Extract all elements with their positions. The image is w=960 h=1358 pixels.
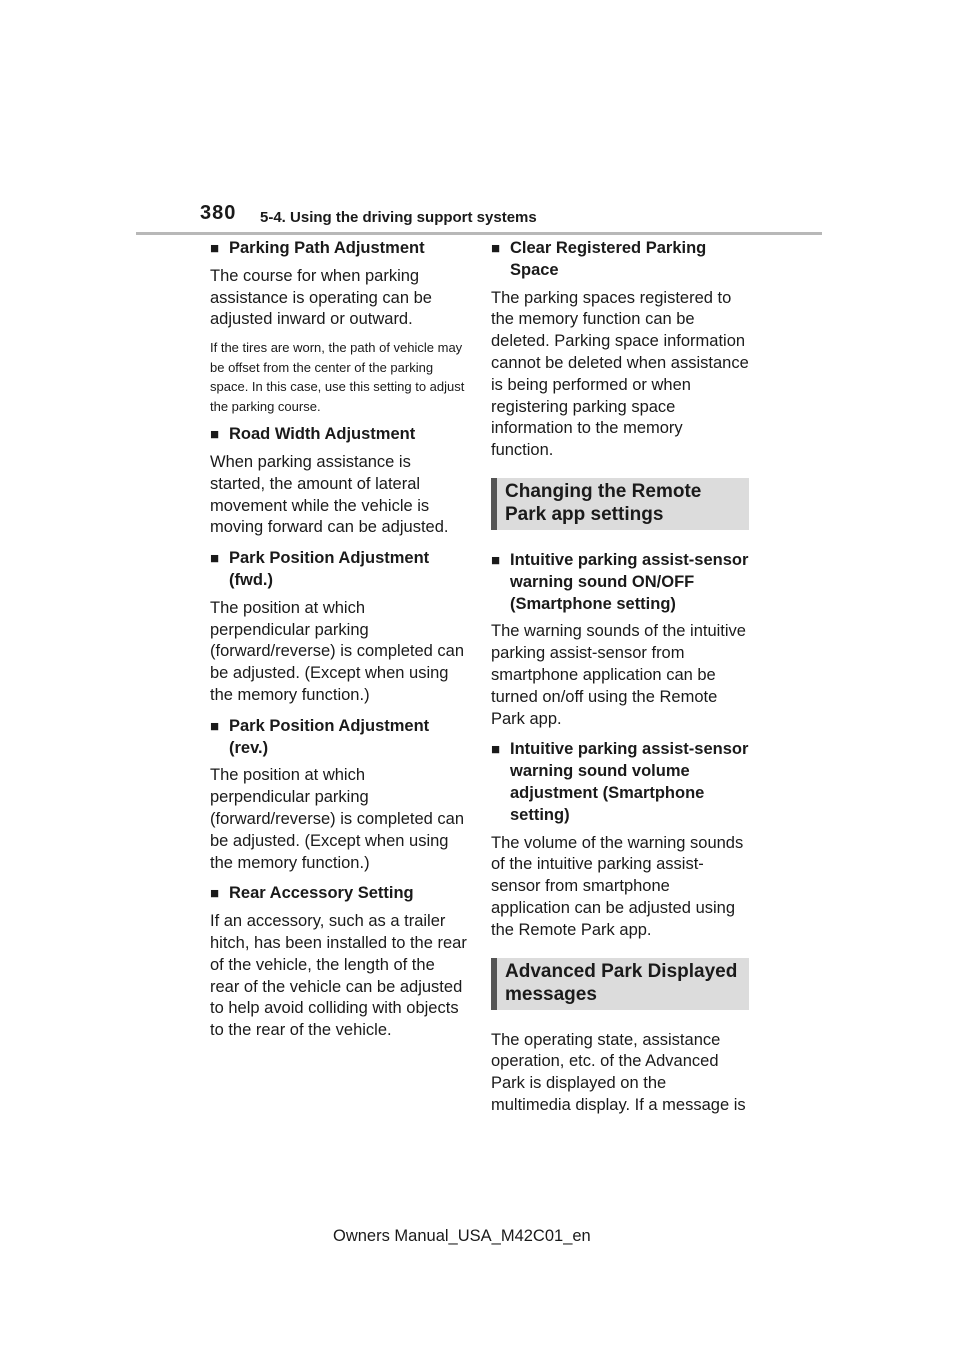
item-title-text: Intuitive parking assist-sensor warning sound ON/OFF (Smartphone setting) <box>510 550 749 613</box>
item-title-text: Park Position Adjustment (fwd.) <box>229 549 430 589</box>
left-column <box>210 238 468 1051</box>
item-title-warning-sound-onoff <box>491 550 749 615</box>
item-body-parking-path: The course for when parking assistance is operating can be adjusted inward or outward. <box>210 266 432 329</box>
square-bullet-icon: ■ <box>491 741 501 759</box>
item-body-warning-sound-onoff: The warning sounds of the intuitive parking assist-sensor from smartphone application can be turned on/off using the Remote Park app. <box>491 622 746 728</box>
item-title-text: Parking Path Adjustment <box>229 239 425 257</box>
item-title-text: Park Position Adjustment (rev.) <box>229 716 430 757</box>
item-body-road-width: When parking assistance is started, the amount of lateral movement while the vehicle is moving forward can be adjusted. <box>210 452 449 537</box>
item-title-text: Road Width Adjustment <box>229 425 416 444</box>
right-column <box>491 238 749 1126</box>
item-body-warning-sound-volume: The volume of the warning sounds of the intuitive parking assist-sensor from smartphone application can be adjusted using the Remote Park app. <box>491 833 744 939</box>
heading-remote-park-settings: Changing the Remote Park app settings <box>491 478 749 530</box>
item-title-text: Intuitive parking assist-sensor warning sound volume adjustment (Smartphone setting) <box>510 740 749 824</box>
item-body-rear-accessory: If an accessory, such as a trailer hitch, has been installed to the rear of the vehicle, the length of the rear of the vehicle can be adjusted to help avoid colliding with objects to the rear of the vehicle. <box>210 912 467 1040</box>
footer-manual-id: Owners Manual_USA_M42C01_en <box>333 1227 591 1245</box>
item-title-park-position-rev <box>210 716 468 760</box>
item-title-warning-sound-volume <box>491 739 749 826</box>
square-bullet-icon: ■ <box>491 551 501 569</box>
item-body-clear-space: The parking spaces registered to the memory function can be deleted. Parking space information cannot be deleted when assistance is being performed or when registering parking space information to the memory function. <box>491 288 749 460</box>
square-bullet-icon: ■ <box>210 717 220 735</box>
item-note-parking-path: If the tires are worn, the path of vehicle may be offset from the center of the parking space. In this case, use this setting to adjust the parking course. <box>210 340 465 414</box>
messages-body: The operating state, assistance operation, etc. of the Advanced Park is displayed on the multimedia display. If a message is <box>491 1030 746 1114</box>
item-title-rear-accessory <box>210 883 468 905</box>
square-bullet-icon: ■ <box>210 550 220 568</box>
item-title-text: Rear Accessory Setting <box>229 884 414 903</box>
item-title-clear-space <box>491 238 749 282</box>
item-title-text: Clear Registered Parking Space <box>510 239 707 279</box>
item-body-park-position-rev: The position at which perpendicular parking (forward/reverse) is completed can be adjusted. (Except when using the memory function.) <box>210 766 465 872</box>
square-bullet-icon: ■ <box>210 885 220 903</box>
page-number: 380 <box>200 202 237 224</box>
item-title-road-width <box>210 424 468 446</box>
item-title-parking-path <box>210 238 468 260</box>
square-bullet-icon: ■ <box>210 426 220 444</box>
square-bullet-icon: ■ <box>210 240 220 257</box>
square-bullet-icon: ■ <box>491 240 501 257</box>
header-rule <box>136 232 822 235</box>
item-body-park-position-fwd: The position at which perpendicular parking (forward/reverse) is completed can be adjusted. (Except when using the memory function.) <box>210 598 465 704</box>
section-title: 5-4. Using the driving support systems <box>260 209 537 226</box>
item-title-park-position-fwd <box>210 548 468 592</box>
heading-displayed-messages: Advanced Park Displayed messages <box>491 958 749 1010</box>
